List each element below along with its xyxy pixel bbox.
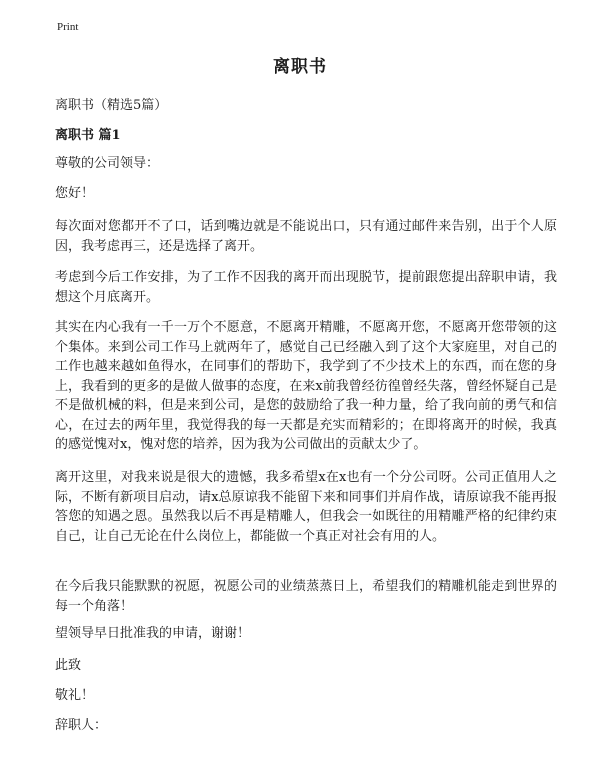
- salutation: 尊敬的公司领导：: [55, 156, 160, 171]
- print-label: Print: [57, 21, 79, 33]
- document-title: 离职书: [273, 57, 327, 77]
- paragraph-5: 在今后我只能默默的祝愿，祝愿公司的业绩蒸蒸日上，希望我们的精雕机能走到世界的每一个角落！: [55, 579, 557, 614]
- paragraph-3: 其实在内心我有一千一万个不愿意，不愿离开精雕，不愿离开您，不愿离开您带领的这个集体。来到公司工作马上就两年了，感觉自己已经融入到了这个大家庭里，对自己的工作也越来越如鱼得水，在同事们的帮助下，我学到了不少技术上的东西，而在您的身上，我看到的更多的是做人做事的态度，在来x前我曾经彷徨曾经失落，曾经怀疑自己是不是做机械的料，但是来到公司，是您的鼓励给了我一种力量，给了我向前的勇气和信心，在过去的两年里，我觉得我的每一天都是充实而精彩的；在即将离开的时候，我真的感觉愧对x，愧对您的培养，因为我为公司做出的贡献太少了。: [55, 320, 557, 452]
- greeting: 您好！: [55, 186, 95, 201]
- document-subtitle: 离职书（精选5篇）: [55, 98, 168, 113]
- closing-1: 此致: [55, 658, 82, 673]
- section-heading: 离职书 篇1: [55, 128, 121, 143]
- paragraph-2: 考虑到今后工作安排，为了工作不因我的离开而出现脱节，提前跟您提出辞职申请，我想这个月底离开。: [55, 270, 557, 305]
- signature-label: 辞职人：: [55, 718, 108, 733]
- paragraph-4: 离开这里，对我来说是很大的遗憾，我多希望x在x也有一个分公司呀。公司正值用人之际，不断有新项目启动，请x总原谅我不能留下来和同事们并肩作战，请原谅我不能再报答您的知遇之恩。虽然我以后不再是精雕人，但我会一如既往的用精雕严格的纪律约束自己，让自己无论在什么岗位上，都能做一个真正对社会有用的人。: [55, 470, 557, 544]
- paragraph-1: 每次面对您都开不了口，话到嘴边就是不能说出口，只有通过邮件来告别，出于个人原因，我考虑再三，还是选择了离开。: [55, 219, 557, 254]
- closing-2: 敬礼！: [55, 688, 95, 703]
- request-line: 望领导早日批准我的申请，谢谢！: [55, 626, 251, 641]
